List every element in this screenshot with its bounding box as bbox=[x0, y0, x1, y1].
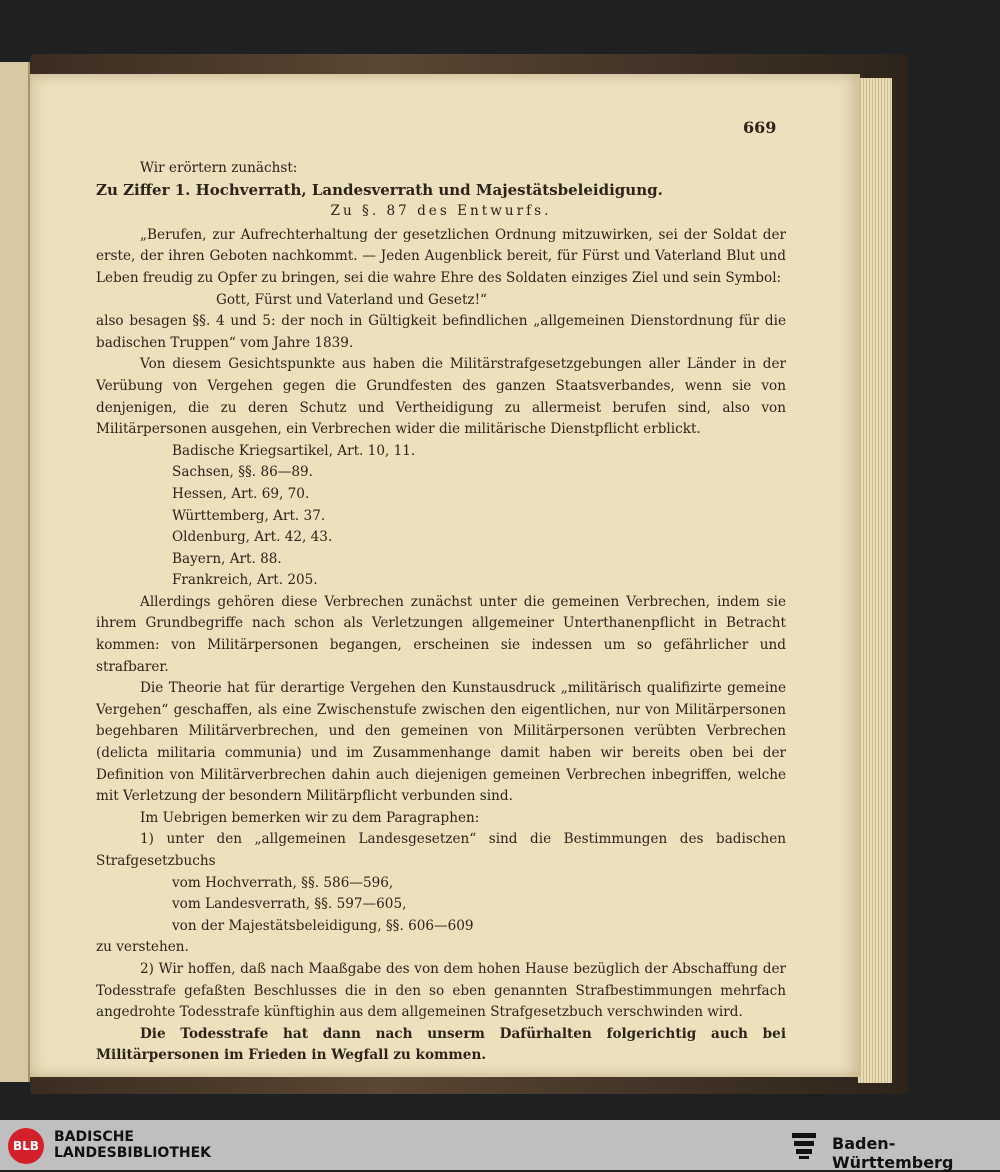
quote-paragraph: „Berufen, zur Aufrechterhaltung der gesetzlichen Ordnung mitzuwirken, sei der Soldat der erste, der ihren Geboten nachkommt. — Jeden Augenblick bereit, für Fürst und Vaterland Blut und Leben freudig zu Opfer zu bringen, sei die wahre Ehre des Soldaten einziges Ziel und sein Symbol: bbox=[96, 226, 786, 286]
paragraph-5: Im Uebrigen bemerken wir zu dem Paragraphen: bbox=[140, 809, 480, 826]
list-item: Hessen, Art. 69, 70. bbox=[172, 485, 310, 502]
book-page bbox=[30, 74, 860, 1077]
region-label[interactable]: Baden-Württemberg bbox=[832, 1134, 954, 1172]
list-item: Sachsen, §§. 86—89. bbox=[172, 464, 313, 481]
paragraph-3: Allerdings gehören diese Verbrechen zunächst unter die gemeinen Verbrechen, indem sie ihrem Grundbegriffe nach schon als Verletzungen allgemeiner Unterthanenpflicht in Betracht kommen: von Militärpersonen begangen, erscheinen sie indessen um so gefährlicher und strafbarer. bbox=[96, 593, 786, 675]
paragraph-6: 1) unter den „allgemeinen Landesgesetzen“ sind die Bestimmungen des badischen Strafgesetzbuchs bbox=[96, 831, 786, 869]
list-item: Bayern, Art. 88. bbox=[172, 550, 282, 567]
page-edges bbox=[858, 78, 892, 1083]
law-item: von der Majestätsbeleidigung, §§. 606—609 bbox=[172, 917, 474, 934]
library-name-line2: LANDESBIBLIOTHEK bbox=[54, 1145, 212, 1161]
law-item: vom Landesverrath, §§. 597—605, bbox=[172, 896, 407, 913]
paragraph-8: 2) Wir hoffen, daß nach Maaßgabe des von dem hohen Hause bezüglich der Abschaffung der Todesstrafe gefaßten Beschlusses die in den so eben genannten Strafbestimmungen mehrfach angedrohte Todesstrafe künftighin aus dem allgemeinen Strafgesetzbuch verschwinden wird. bbox=[96, 960, 786, 1021]
paragraph-1: also besagen §§. 4 und 5: der noch in Gültigkeit befindlichen „allgemeinen Dienstordnung für die badischen Truppen“ vom Jahre 1839. bbox=[96, 313, 786, 351]
library-name-line1: BADISCHE bbox=[54, 1129, 134, 1145]
list-item: Badische Kriegsartikel, Art. 10, 11. bbox=[172, 442, 416, 459]
paragraph-9: Die Todesstrafe hat dann nach unserm Dafürhalten folgerichtig auch bei Militärpersonen im Frieden in Wegfall zu kommen. bbox=[96, 1025, 786, 1064]
intro-line: Wir erörtern zunächst: bbox=[140, 160, 298, 176]
list-item: Frankreich, Art. 205. bbox=[172, 572, 318, 589]
left-page-edge bbox=[0, 62, 30, 1082]
list-item: Württemberg, Art. 37. bbox=[172, 507, 326, 524]
section-subheading: Zu §. 87 des Entwurfs. bbox=[330, 203, 552, 220]
paragraph-4: Die Theorie hat für derartige Vergehen den Kunstausdruck „militärisch qualifizirte gemeine Vergehen“ geschaffen, als eine Zwischenstufe zwischen den eigentlichen, nur von Militärpersonen begehbaren Militärverbrechen, und den gemeinen von Militärpersonen verübten Verbrechen (delicta militaria communia) und im Zusammenhange damit haben wir bereits oben bei der Definition von Militärverbrechen dahin auch diejenigen gemeinen Verbrechen inbegriffen, welche mit Verletzung der besondern Militärpflicht verbunden sind. bbox=[96, 680, 786, 805]
motto-line: Gott, Fürst und Vaterland und Gesetz!“ bbox=[216, 291, 487, 308]
paragraph-2: Von diesem Gesichtspunkte aus haben die Militärstrafgesetzgebungen aller Länder in der Verübung von Vergehen gegen die Grundfesten des ganzen Staatsverbandes, wenn sie von denjenigen, die zu deren Schutz und Vertheidigung zu allermeist berufen sind, also von Militärpersonen ausgehen, ein Verbrechen wider die militärische Dienstpflicht erblickt. bbox=[96, 356, 786, 438]
section-heading: Zu Ziffer 1. Hochverrath, Landesverrath und Majestätsbeleidigung. bbox=[96, 180, 663, 199]
list-item: Oldenburg, Art. 42, 43. bbox=[172, 529, 333, 546]
paragraph-7: zu verstehen. bbox=[96, 939, 189, 956]
law-item: vom Hochverrath, §§. 586—596, bbox=[172, 874, 394, 891]
blb-logo[interactable]: BLB bbox=[8, 1128, 44, 1164]
footer-bar bbox=[0, 1120, 1000, 1170]
lions-crest-icon bbox=[790, 1130, 818, 1160]
law-list bbox=[96, 873, 786, 938]
page-number: 669 bbox=[743, 118, 777, 137]
legislation-list bbox=[96, 441, 786, 592]
page-text bbox=[96, 158, 786, 1067]
library-name bbox=[54, 1129, 211, 1161]
